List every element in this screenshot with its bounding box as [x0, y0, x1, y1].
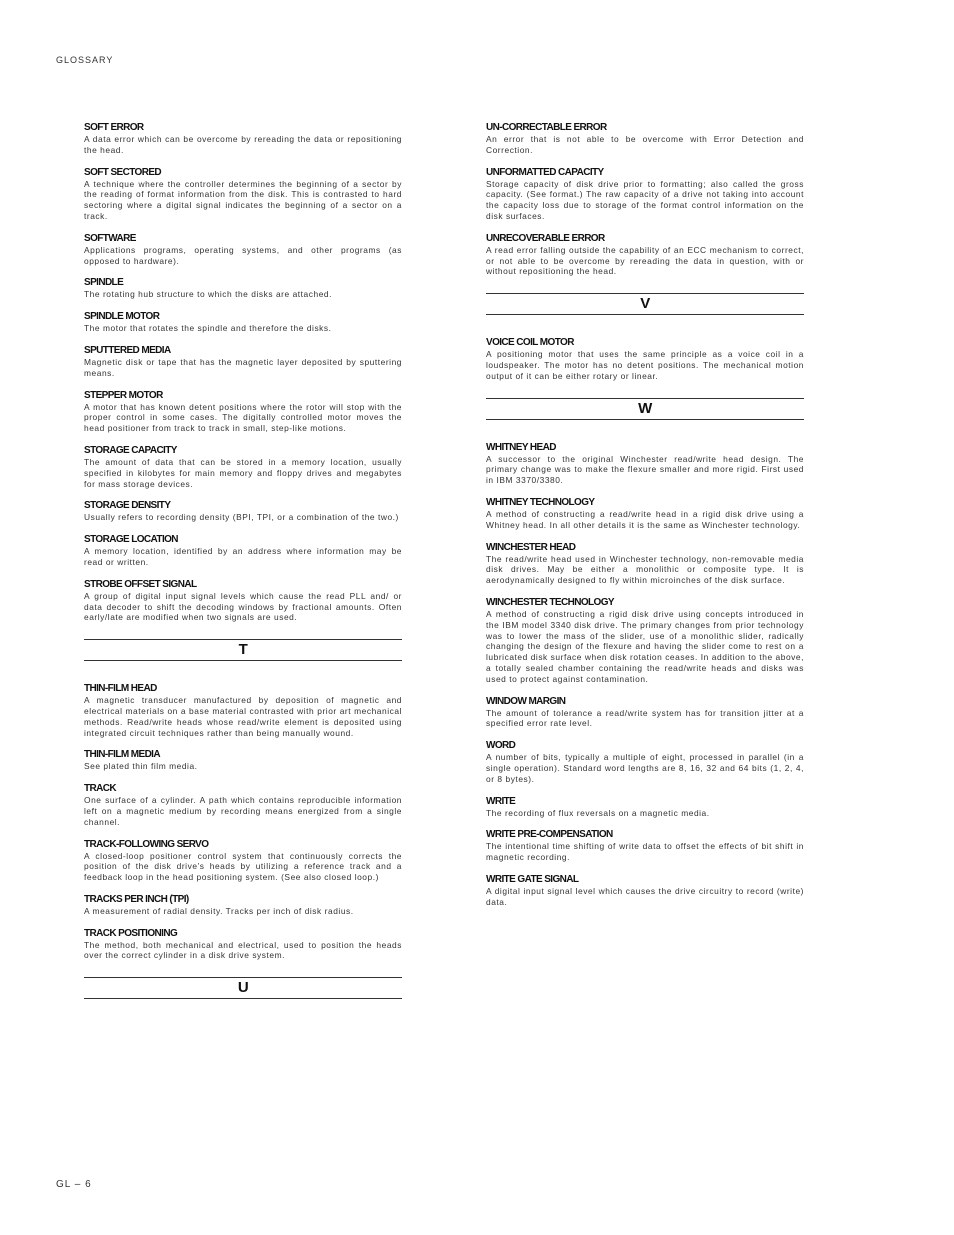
glossary-term: STORAGE CAPACITY	[84, 444, 177, 456]
glossary-term: UNRECOVERABLE ERROR	[486, 232, 605, 244]
glossary-term: UN-CORRECTABLE ERROR	[486, 122, 607, 133]
glossary-term: STORAGE DENSITY	[84, 500, 171, 512]
glossary-definition: A data error which can be overcome by rereading the data or repositioning the head.	[84, 134, 402, 155]
glossary-definition: Storage capacity of disk drive prior to formatting; also called the gross capacity. (See format.) The raw capacity of a drive not taking into account the capacity loss due to storage of the format control information on the disk surfaces.	[486, 178, 804, 221]
glossary-term: TRACK POSITIONING	[84, 927, 178, 939]
section-letter: V	[640, 295, 650, 313]
glossary-definition: Applications programs, operating systems, and other programs (as opposed to hardware).	[84, 244, 402, 266]
glossary-definition: A measurement of radial density. Tracks per inch of disk radius.	[84, 905, 354, 916]
glossary-term: TRACKS PER INCH (TPI)	[84, 893, 189, 905]
glossary-definition: A positioning motor that uses the same principle as a voice coil in a loudspeaker. The motor has no detent positions. The mechanical motion output of it can be either rotary or linear.	[486, 349, 804, 381]
right-column	[486, 122, 804, 918]
glossary-entry	[84, 683, 402, 738]
glossary-term: WINDOW MARGIN	[486, 695, 566, 707]
glossary-group-t	[84, 683, 402, 961]
section-divider-v	[486, 293, 804, 315]
glossary-term: STROBE OFFSET SIGNAL	[84, 578, 197, 590]
glossary-definition: A technique where the controller determines the beginning of a sector by the reading of format information from the disk. This is contrasted to hard sectoring where a digital signal indicates the beginning of a sector on a track.	[84, 178, 402, 221]
glossary-entry	[84, 928, 402, 962]
glossary-term: UNFORMATTED CAPACITY	[486, 166, 604, 178]
glossary-definition: The motor that rotates the spindle and therefore the disks.	[84, 323, 332, 334]
glossary-entry	[486, 233, 804, 277]
glossary-term: TRACK	[84, 783, 116, 795]
glossary-entry	[84, 534, 402, 568]
page-number: GL – 6	[56, 1179, 92, 1190]
glossary-group-v	[486, 337, 804, 381]
glossary-definition: One surface of a cylinder. A path which contains reproducible information left on a magnetic medium by recording means energized from a single channel.	[84, 795, 402, 827]
glossary-entry	[486, 542, 804, 586]
glossary-definition: Usually refers to recording density (BPI, TPI, or a combination of the two.)	[84, 512, 399, 523]
glossary-entry	[486, 442, 804, 486]
glossary-term: TRACK-FOLLOWING SERVO	[84, 838, 209, 850]
section-divider-w	[486, 398, 804, 420]
glossary-definition: The rotating hub structure to which the disks are attached.	[84, 289, 332, 300]
glossary-definition: A magnetic transducer manufactured by deposition of magnetic and electrical materials on a base material contrasted with prior art mechanical methods. Read/write heads whose read/write element is deposited using integrated circuit techniques rather than being manually wound.	[84, 695, 402, 738]
glossary-entry	[486, 796, 804, 819]
glossary-definition: A closed-loop positioner control system that continuously corrects the position of the disk drive’s heads by utilizing a reference track and a feedback loop in the head positioning system. (See also closed loop.)	[84, 850, 402, 883]
glossary-entry	[486, 874, 804, 908]
glossary-entry	[84, 277, 402, 300]
glossary-entry	[486, 740, 804, 784]
section-letter: T	[238, 641, 248, 659]
glossary-entry	[84, 500, 402, 523]
glossary-definition: The intentional time shifting of write data to offset the effects of bit shift in magnetic recording.	[486, 841, 804, 863]
glossary-definition: A digital input signal level which causes the drive circuitry to record (write) data.	[486, 885, 804, 907]
section-divider-u	[84, 977, 402, 999]
glossary-entry	[84, 749, 402, 772]
glossary-entry	[486, 337, 804, 381]
glossary-term: STEPPER MOTOR	[84, 389, 163, 401]
glossary-entry	[486, 597, 804, 685]
glossary-term: SPUTTERED MEDIA	[84, 344, 171, 356]
glossary-entry	[84, 311, 402, 334]
glossary-term: THIN-FILM HEAD	[84, 683, 157, 695]
glossary-definition: The amount of data that can be stored in a memory location, usually specified in kilobytes for main memory and floppy drives and megabytes for mass storage devices.	[84, 456, 402, 489]
glossary-term: SOFTWARE	[84, 232, 136, 244]
glossary-term: WHITNEY TECHNOLOGY	[486, 496, 595, 508]
glossary-definition: A group of digital input signal levels which cause the read PLL and/ or data decoder to shift the decoding windows by fractional amounts. Often early/late are modified when two signals are used.	[84, 590, 402, 623]
glossary-group-u	[486, 122, 804, 277]
left-column	[84, 122, 402, 1021]
section-letter: W	[638, 399, 652, 417]
glossary-definition: A number of bits, typically a multiple of eight, processed in parallel (in a single operation). Standard word lengths are 8, 16, 32 and 64 bits (1, 2, 4, or 8 bytes).	[486, 752, 804, 784]
glossary-term: WINCHESTER HEAD	[486, 541, 576, 553]
glossary-entry	[84, 445, 402, 489]
glossary-definition: The read/write head used in Winchester technology, non-removable media disk drives. May be either a monolithic or composite type. It is aerodynamically designed to fly within microinches of the disk surface.	[486, 553, 804, 586]
glossary-entry	[486, 122, 804, 156]
section-divider-t	[84, 639, 402, 661]
glossary-term: SOFT SECTORED	[84, 166, 162, 178]
glossary-entry	[84, 345, 402, 379]
glossary-definition: A method of constructing a rigid disk drive using concepts introduced in the IBM model 3340 disk drive. The primary changes from prior technology was to lower the mass of the slider, use of a monolithic slider, radically changing the design of the flexure and having the slider come to rest on a lubricated disk surface when disk rotation ceases. In addition to the above, a totally sealed chamber containing the read/write heads and disks was used to protect against contamination.	[486, 608, 804, 684]
glossary-term: WRITE	[486, 795, 516, 807]
glossary-entry	[84, 122, 402, 156]
glossary-term: SPINDLE	[84, 277, 124, 289]
glossary-entry	[84, 894, 402, 917]
glossary-entry	[84, 579, 402, 623]
glossary-term: WORD	[486, 740, 516, 752]
glossary-term: SPINDLE MOTOR	[84, 311, 160, 323]
glossary-entry	[486, 497, 804, 531]
glossary-entry	[84, 233, 402, 267]
glossary-term: WHITNEY HEAD	[486, 441, 556, 453]
page-header: GLOSSARY	[56, 55, 114, 65]
glossary-entry	[84, 390, 402, 434]
glossary-group-s	[84, 122, 402, 623]
glossary-definition: The amount of tolerance a read/write system has for transition jitter at a specified error rate level.	[486, 707, 804, 729]
section-letter: U	[237, 979, 249, 997]
glossary-term: VOICE COIL MOTOR	[486, 337, 574, 349]
glossary-definition: An error that is not able to be overcome with Error Detection and Correction.	[486, 134, 804, 155]
glossary-entry	[486, 829, 804, 863]
glossary-term: WRITE GATE SIGNAL	[486, 873, 579, 885]
glossary-term: THIN-FILM MEDIA	[84, 749, 160, 761]
glossary-entry	[84, 783, 402, 827]
glossary-term: SOFT ERROR	[84, 122, 144, 133]
glossary-entry	[486, 167, 804, 222]
glossary-definition: A read error falling outside the capability of an ECC mechanism to correct, or not able to be overcome by rereading the data in question, with or without repositioning the head.	[486, 244, 804, 277]
glossary-definition: A memory location, identified by an address where information may be read or written.	[84, 546, 402, 567]
glossary-entry	[84, 839, 402, 883]
glossary-group-w	[486, 442, 804, 908]
glossary-definition: See plated thin film media.	[84, 761, 198, 772]
glossary-definition: The method, both mechanical and electrical, used to position the heads over the correct cylinder in a disk drive system.	[84, 939, 402, 961]
glossary-definition: The recording of flux reversals on a magnetic media.	[486, 807, 710, 818]
glossary-entry	[486, 696, 804, 730]
glossary-definition: Magnetic disk or tape that has the magnetic layer deposited by sputtering means.	[84, 356, 402, 378]
glossary-term: WINCHESTER TECHNOLOGY	[486, 596, 614, 608]
glossary-term: STORAGE LOCATION	[84, 534, 178, 546]
glossary-term: WRITE PRE-COMPENSATION	[486, 829, 613, 841]
glossary-entry	[84, 167, 402, 222]
glossary-definition: A successor to the original Winchester read/write head design. The primary change was to make the flexure smaller and more rigid. First used in IBM 3370/3380.	[486, 453, 804, 486]
glossary-definition: A motor that has known detent positions where the rotor will stop with the proper control in some cases. The digitally controlled motor moves the head positioner from track to track in small, step-like motions.	[84, 401, 402, 434]
glossary-definition: A method of constructing a read/write head in a rigid disk drive using a Whitney head. In all other details it is the same as Winchester technology.	[486, 508, 804, 530]
